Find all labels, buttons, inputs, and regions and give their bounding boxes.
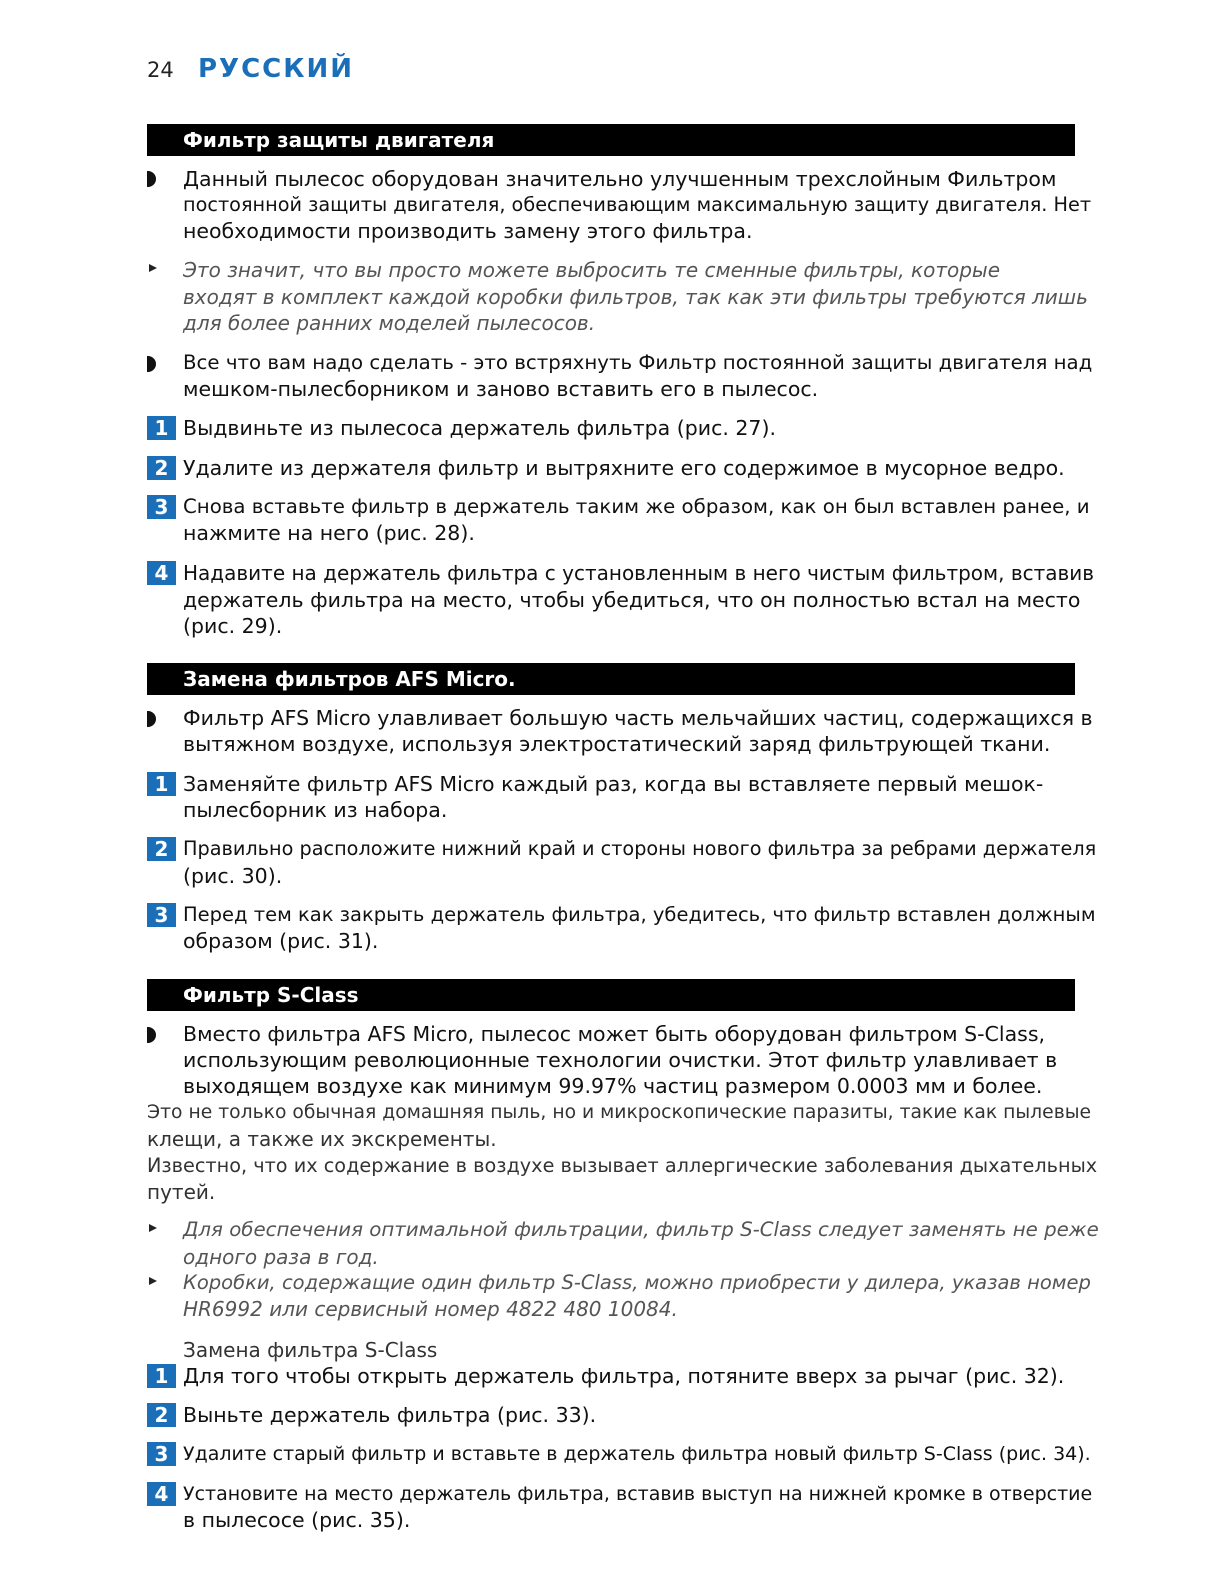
note-line: для более ранних моделей пылесосов. <box>183 311 596 335</box>
paragraph-line: Известно, что их содержание в воздухе вызывает аллергические заболевания дыхательных <box>147 1154 1098 1177</box>
step-text: Надавите на держатель фильтра с установленным в него чистым фильтром, вставив <box>183 561 1095 585</box>
note-line: Для обеспечения оптимальной фильтрации, фильтр S-Class следует заменять не реже <box>183 1218 1099 1241</box>
step-number-badge: 2 <box>147 456 176 480</box>
step-text: (рис. 30). <box>183 864 283 888</box>
step-text: Выдвиньте из пылесоса держатель фильтра (рис. 27). <box>183 416 776 440</box>
page-number: 24 <box>147 58 174 82</box>
step-text: держатель фильтра на место, чтобы убедиться, что он полностью встал на место <box>183 588 1081 612</box>
step-text: Удалите старый фильтр и вставьте в держатель фильтра новый фильтр S-Class (рис. 34). <box>183 1443 1091 1465</box>
step-text: Заменяйте фильтр AFS Micro каждый раз, когда вы вставляете первый мешок- <box>183 772 1044 796</box>
bullet-icon <box>147 1027 156 1043</box>
step-text: нажмите на него (рис. 28). <box>183 521 475 545</box>
step-text: Выньте держатель фильтра (рис. 33). <box>183 1403 597 1427</box>
text-line: Вместо фильтра AFS Micro, пылесос может быть оборудован фильтром S-Class, <box>183 1022 1046 1046</box>
text-line: Фильтр AFS Micro улавливает большую часть мельчайших частиц, содержащихся в <box>183 706 1093 730</box>
text-line: использующим революционные технологии очистки. Этот фильтр улавливает в <box>183 1048 1058 1072</box>
step-text: Снова вставьте фильтр в держатель таким же образом, как он был вставлен ранее, и <box>183 495 1090 518</box>
note-arrow-icon <box>149 1277 157 1285</box>
step-number-badge: 4 <box>147 561 176 585</box>
note-arrow-icon <box>149 264 157 272</box>
step-text: в пылесосе (рис. 35). <box>183 1508 411 1532</box>
step-number-badge: 3 <box>147 1442 176 1466</box>
bullet-icon <box>147 711 156 727</box>
text-line: вытяжном воздухе, используя электростатический заряд фильтрующей ткани. <box>183 732 1051 756</box>
text-line: Все что вам надо сделать - это встряхнуть Фильтр постоянной защиты двигателя над <box>183 351 1093 374</box>
note-arrow-icon <box>149 1224 157 1232</box>
step-text: Для того чтобы открыть держатель фильтра, потяните вверх за рычаг (рис. 32). <box>183 1364 1065 1388</box>
section-title-afs-micro: Замена фильтров AFS Micro. <box>147 663 1075 695</box>
bullet-icon <box>147 356 156 372</box>
section-title-s-class: Фильтр S-Class <box>147 979 1075 1011</box>
text-line: постоянной защиты двигателя, обеспечивающим максимальную защиту двигателя. Нет <box>183 193 1092 216</box>
step-text: Установите на место держатель фильтра, вставив выступ на нижней кромке в отверстие <box>183 1483 1093 1505</box>
step-text: Правильно расположите нижний край и стороны нового фильтра за ребрами держателя <box>183 837 1097 860</box>
note-line: HR6992 или сервисный номер 4822 480 10084. <box>183 1297 678 1321</box>
step-number-badge: 2 <box>147 837 176 861</box>
note-line: одного раза в год. <box>183 1245 379 1269</box>
step-number-badge: 3 <box>147 903 176 927</box>
step-text: Перед тем как закрыть держатель фильтра, убедитесь, что фильтр вставлен должным <box>183 903 1096 926</box>
paragraph-line: клещи, а также их экскременты. <box>147 1127 497 1151</box>
step-text: Удалите из держателя фильтр и вытряхните его содержимое в мусорное ведро. <box>183 456 1065 480</box>
step-text: (рис. 29). <box>183 614 283 638</box>
text-line: выходящем воздухе как минимум 99.97% частиц размером 0.0003 мм и более. <box>183 1074 1043 1098</box>
language-title: РУССКИЙ <box>198 54 355 84</box>
step-number-badge: 3 <box>147 495 176 519</box>
step-number-badge: 2 <box>147 1403 176 1427</box>
note-line: входят в комплект каждой коробки фильтров, так как эти фильтры требуются лишь <box>183 285 1088 309</box>
section-title-motor-filter: Фильтр защиты двигателя <box>147 124 1075 156</box>
subheading: Замена фильтра S-Class <box>183 1338 438 1362</box>
text-line: Данный пылесос оборудован значительно улучшенным трехслойным Фильтром <box>183 167 1057 191</box>
paragraph-line: путей. <box>147 1180 216 1204</box>
step-text: пылесборник из набора. <box>183 798 448 822</box>
step-number-badge: 1 <box>147 1364 176 1388</box>
step-number-badge: 1 <box>147 416 176 440</box>
step-number-badge: 4 <box>147 1482 176 1506</box>
step-number-badge: 1 <box>147 772 176 796</box>
bullet-icon <box>147 171 156 187</box>
step-text: образом (рис. 31). <box>183 929 379 953</box>
paragraph-line: Это не только обычная домашняя пыль, но и микроскопические паразиты, такие как пылевые <box>147 1102 1092 1123</box>
note-line: Коробки, содержащие один фильтр S-Class, можно приобрести у дилера, указав номер <box>183 1271 1091 1294</box>
text-line: необходимости производить замену этого фильтра. <box>183 219 753 243</box>
note-line: Это значит, что вы просто можете выбросить те сменные фильтры, которые <box>183 258 1001 282</box>
text-line: мешком-пылесборником и заново вставить его в пылесос. <box>183 377 819 401</box>
